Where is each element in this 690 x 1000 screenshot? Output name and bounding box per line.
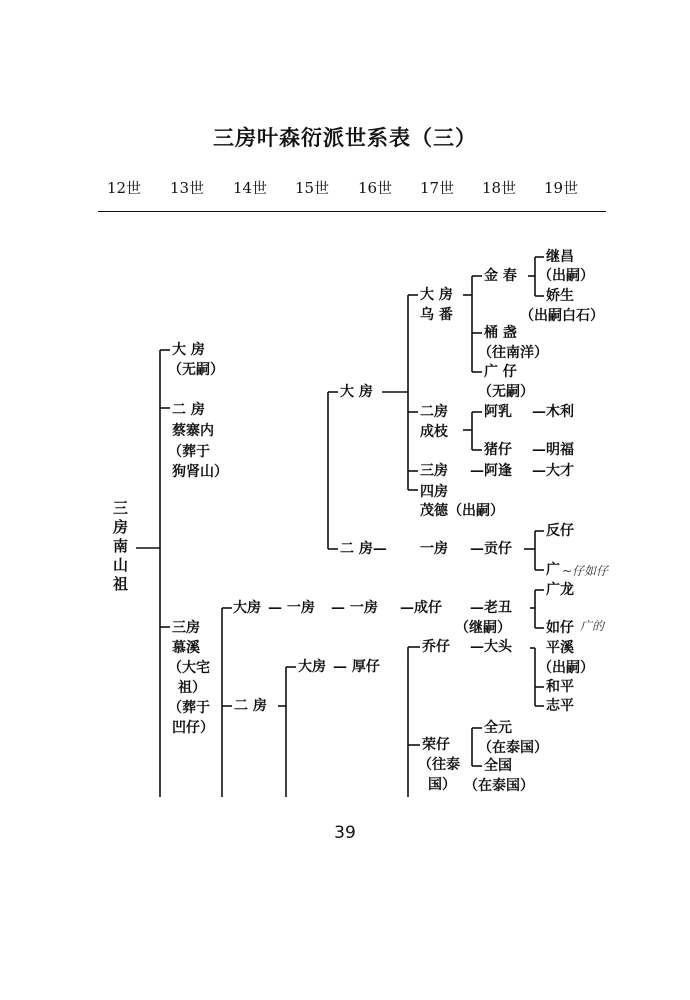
g13-sanfang-note2: 祖）	[178, 680, 206, 696]
g19-jiaosheng: 娇生	[546, 288, 574, 304]
g13-sanfang-name: 慕溪	[172, 640, 200, 656]
page-number: 39	[334, 823, 356, 843]
g19-pingxi: 平溪	[546, 640, 574, 656]
g15-yifang-upper: — 一房	[268, 600, 315, 616]
g15-dafang-lower: 大房	[298, 659, 326, 675]
g19-jichang-note: （出嗣）	[538, 268, 594, 284]
g18-guangzai-note: （无嗣）	[478, 384, 534, 400]
g19-ruzai-handwriting: 广的	[580, 619, 605, 633]
g13-erfang: 二 房	[172, 402, 205, 418]
g17-yifang: 一房	[420, 541, 448, 557]
g19-heping: 和平	[546, 679, 574, 695]
g19-guanglong: 广龙	[546, 582, 574, 598]
generation-label-18: 18世	[482, 179, 517, 197]
generation-label-16: 16世	[358, 179, 393, 197]
g13-erfang-note1: （葬于	[168, 444, 210, 460]
generation-label-12: 12世	[107, 179, 142, 197]
g17-sifang-name: 茂德（出嗣）	[420, 503, 504, 519]
page-title: 三房叶森衍派世系表（三）	[213, 126, 477, 150]
g13-erfang-note2: 狗肾山）	[172, 464, 228, 480]
g18-zhuzai: 猪仔	[484, 442, 512, 458]
g18-guizai: —贡仔	[470, 541, 512, 557]
g13-sanfang-note1: （大宅	[168, 660, 210, 676]
g18-afeng: —阿逢	[470, 463, 512, 479]
g16-dafang: 大 房	[340, 384, 373, 400]
generation-label-17: 17世	[420, 179, 455, 197]
g18-guangzai: 广 仔	[484, 364, 517, 380]
g19-zhiping: 志平	[546, 698, 574, 714]
g14-dafang: 大房	[233, 600, 261, 616]
g18-tongzhan: 桶 盏	[484, 325, 517, 341]
g18-quanyuan-note: （在泰国）	[478, 740, 548, 756]
g19-muli: —木利	[532, 404, 574, 420]
g18-quanyuan: 全元	[484, 720, 512, 736]
g13-sanfang: 三房	[172, 620, 200, 636]
generation-label-14: 14世	[233, 179, 268, 197]
generation-label-15: 15世	[295, 179, 330, 197]
g19-dacai: —大才	[532, 463, 574, 479]
g19-pingxi-note: （出嗣）	[538, 660, 594, 676]
g18-laochou: —老丑	[470, 600, 512, 616]
g18-laochou-note: （继嗣）	[455, 620, 511, 636]
generation-label-13: 13世	[170, 179, 205, 197]
g17-rongzai-note1: （往泰	[418, 757, 460, 773]
g13-dafang-note: （无嗣）	[168, 362, 224, 378]
g19-jiaosheng-note: （出嗣白石）	[520, 308, 604, 324]
g17-rongzai: 荣仔	[422, 737, 450, 753]
g18-jinchun: 金 春	[484, 268, 517, 284]
g19-guangzai2-handwriting: ~仔如仔	[562, 564, 609, 578]
g13-erfang-name: 蔡寨内	[172, 423, 214, 439]
g16-yifang-upper: — 一房	[331, 600, 378, 616]
g13-dafang: 大 房	[172, 342, 205, 358]
g17-dafang-name: 乌 番	[420, 307, 453, 323]
g19-ruzai: 如仔	[546, 620, 574, 636]
g19-jichang: 继昌	[546, 249, 574, 265]
g18-tongzhan-note: （往南洋）	[478, 345, 548, 361]
g14-erfang: 二 房	[234, 698, 267, 714]
g19-guangzai2: 广	[546, 562, 560, 578]
g18-quanguo-note: （在泰国）	[464, 778, 534, 794]
root-ancestor: 三房南山祖	[111, 500, 129, 595]
g17-erfang: 二房	[420, 404, 448, 420]
g13-sanfang-note3: （葬于	[168, 700, 210, 716]
g18-datou: —大头	[470, 639, 512, 655]
generation-label-19: 19世	[544, 179, 579, 197]
g18-quanguo: 全国	[484, 758, 512, 774]
g18-aru: 阿乳	[484, 404, 512, 420]
g17-chengzai: —成仔	[400, 600, 442, 616]
g17-qiaozai: 乔仔	[422, 639, 450, 655]
g17-dafang: 大 房	[420, 287, 453, 303]
g17-rongzai-note2: 国）	[428, 777, 456, 793]
g16-houzai: — 厚仔	[333, 659, 380, 675]
g16-erfang: 二 房—	[340, 541, 387, 557]
g19-fanzai: 反仔	[546, 523, 574, 539]
g17-erfang-name: 成枝	[420, 424, 448, 440]
g17-sifang: 四房	[420, 484, 448, 500]
g17-sanfang: 三房	[420, 463, 448, 479]
g13-sanfang-note4: 凹仔）	[172, 720, 214, 736]
g19-mingfu: —明福	[532, 442, 574, 458]
